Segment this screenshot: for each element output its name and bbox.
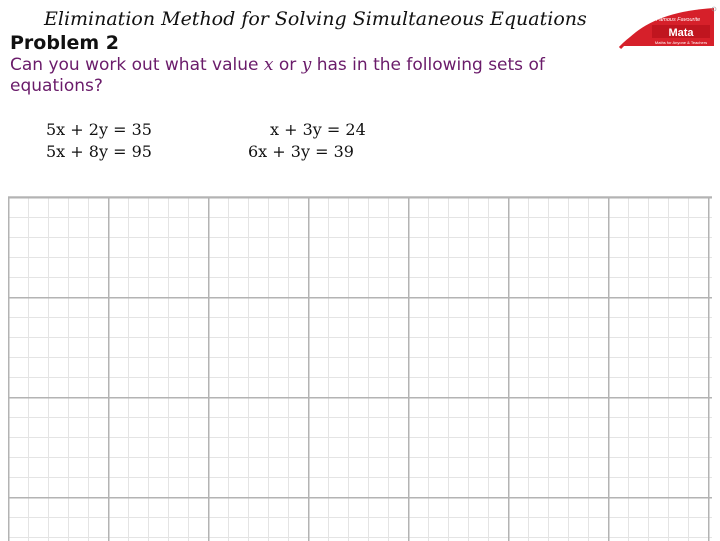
working-grid bbox=[8, 196, 712, 541]
problem-heading: Problem 2 bbox=[10, 32, 119, 54]
question-part-1: Can you work out what value bbox=[10, 55, 264, 75]
logo-tagline: Famous Favourite bbox=[655, 17, 701, 23]
logo-subtext: Maths for Anyone & Teachers bbox=[654, 40, 708, 45]
logo-brand: Mata bbox=[668, 27, 694, 39]
question-part-2: or bbox=[273, 55, 302, 75]
equation-set-a-2: 5x + 8y = 95 bbox=[46, 142, 152, 161]
question-part-3: has in the following sets of equations? bbox=[10, 55, 545, 96]
brand-logo bbox=[618, 6, 718, 50]
variable-y: y bbox=[301, 55, 312, 75]
equation-set-b-2: 6x + 3y = 39 bbox=[248, 142, 354, 161]
question-text bbox=[10, 55, 610, 97]
variable-x: x bbox=[263, 55, 274, 75]
equation-set-b-1: x + 3y = 24 bbox=[270, 120, 366, 139]
page-title: Elimination Method for Solving Simultaneous Equations bbox=[44, 8, 587, 30]
equation-set-a-1: 5x + 2y = 35 bbox=[46, 120, 152, 139]
